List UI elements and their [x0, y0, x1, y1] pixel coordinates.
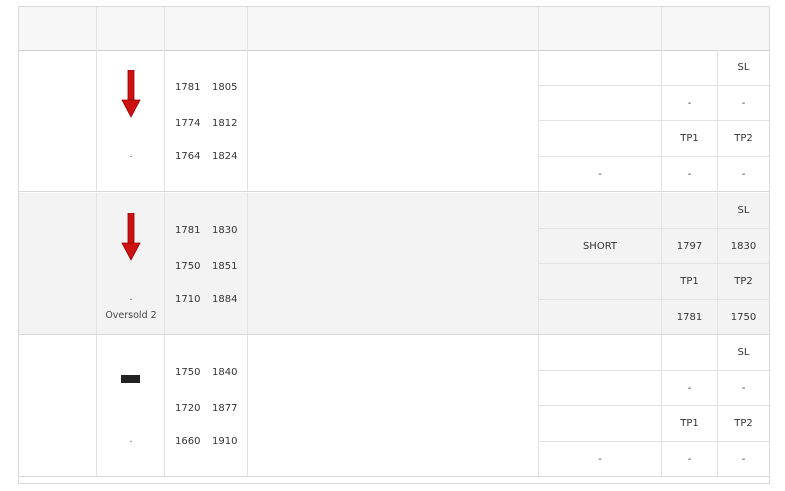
levels-cell	[165, 193, 248, 334]
resistance-level: 1840	[212, 367, 238, 378]
comment-cell	[248, 193, 539, 334]
position-cell	[662, 193, 718, 229]
position-cell: TP2	[718, 406, 769, 442]
comment-cell	[248, 50, 539, 191]
position-cell: SL	[718, 335, 769, 371]
table-row	[19, 335, 769, 477]
position-cell: -	[741, 454, 746, 465]
resistance-level: 1910	[212, 436, 238, 447]
position-cell	[539, 121, 662, 157]
trading-table	[18, 6, 770, 484]
support-level: 1781	[175, 82, 201, 93]
position-cell: -	[662, 371, 718, 406]
resistance-level: 1877	[212, 403, 238, 414]
table-row	[19, 50, 769, 192]
down-arrow-icon	[121, 70, 141, 118]
down-arrow-icon	[121, 213, 141, 261]
header-position	[539, 7, 662, 50]
position-cell: -	[718, 86, 769, 121]
position-cell: TP1	[662, 121, 718, 157]
position-cell: TP2	[718, 121, 769, 157]
position-cell: -	[662, 157, 718, 192]
position-cell: -	[662, 86, 718, 121]
position-cell: -	[741, 169, 746, 180]
support-level: 1660	[175, 436, 201, 447]
position-cell: TP2	[718, 264, 769, 300]
position-grid	[539, 335, 769, 476]
resistance-level: 1884	[212, 294, 238, 305]
position-cell	[539, 86, 662, 121]
trend-label: ·	[129, 152, 133, 163]
position-cell: 1797	[662, 229, 718, 264]
table-row	[19, 193, 769, 335]
trend-cell	[97, 335, 165, 476]
position-cell: 1750	[730, 312, 757, 323]
timeframe-cell	[19, 50, 97, 191]
position-cell: -	[718, 371, 769, 406]
position-grid	[539, 50, 769, 191]
table-header	[19, 7, 769, 51]
resistance-level: 1851	[212, 261, 238, 272]
position-cell	[539, 264, 662, 300]
position-cell: SL	[718, 193, 769, 229]
timeframe-cell	[19, 335, 97, 476]
support-level: 1710	[175, 294, 201, 305]
header-entry-tp-sl	[662, 7, 769, 50]
position-cell: 1830	[718, 229, 769, 264]
resistance-level: 1830	[212, 225, 238, 236]
support-level: 1750	[175, 367, 201, 378]
position-cell: TP1	[662, 406, 718, 442]
position-cell	[539, 335, 662, 371]
flat-bar-icon	[121, 375, 140, 383]
support-level: 1781	[175, 225, 201, 236]
position-grid	[539, 193, 769, 334]
position-cell: -	[539, 157, 662, 192]
levels-cell	[165, 335, 248, 476]
trend-label: ·	[129, 437, 133, 448]
timeframe-cell	[19, 193, 97, 334]
header-trend	[97, 7, 165, 50]
header-levels	[165, 7, 248, 50]
trend-cell	[97, 50, 165, 191]
trend-label: Oversold 2	[105, 310, 157, 321]
header-comment	[248, 7, 539, 50]
comment-cell	[248, 335, 539, 476]
position-cell	[539, 50, 662, 86]
trend-cell	[97, 193, 165, 334]
resistance-level: 1824	[212, 151, 238, 162]
header-time	[19, 7, 97, 50]
support-level: 1764	[175, 151, 201, 162]
levels-cell	[165, 50, 248, 191]
position-cell: -	[539, 442, 662, 477]
support-level: 1720	[175, 403, 201, 414]
position-cell: SL	[718, 50, 769, 86]
position-cell: TP1	[662, 264, 718, 300]
support-level: 1774	[175, 118, 201, 129]
position-cell	[539, 406, 662, 442]
resistance-level: 1805	[212, 82, 238, 93]
trend-label: ·	[129, 295, 133, 306]
position-cell: 1781	[662, 300, 718, 335]
position-cell: -	[662, 442, 718, 477]
resistance-level: 1812	[212, 118, 238, 129]
support-level: 1750	[175, 261, 201, 272]
position-cell	[539, 193, 662, 229]
position-cell	[662, 335, 718, 371]
position-cell	[539, 371, 662, 406]
position-cell	[662, 50, 718, 86]
position-cell	[539, 300, 662, 335]
position-cell: SHORT	[539, 229, 662, 264]
